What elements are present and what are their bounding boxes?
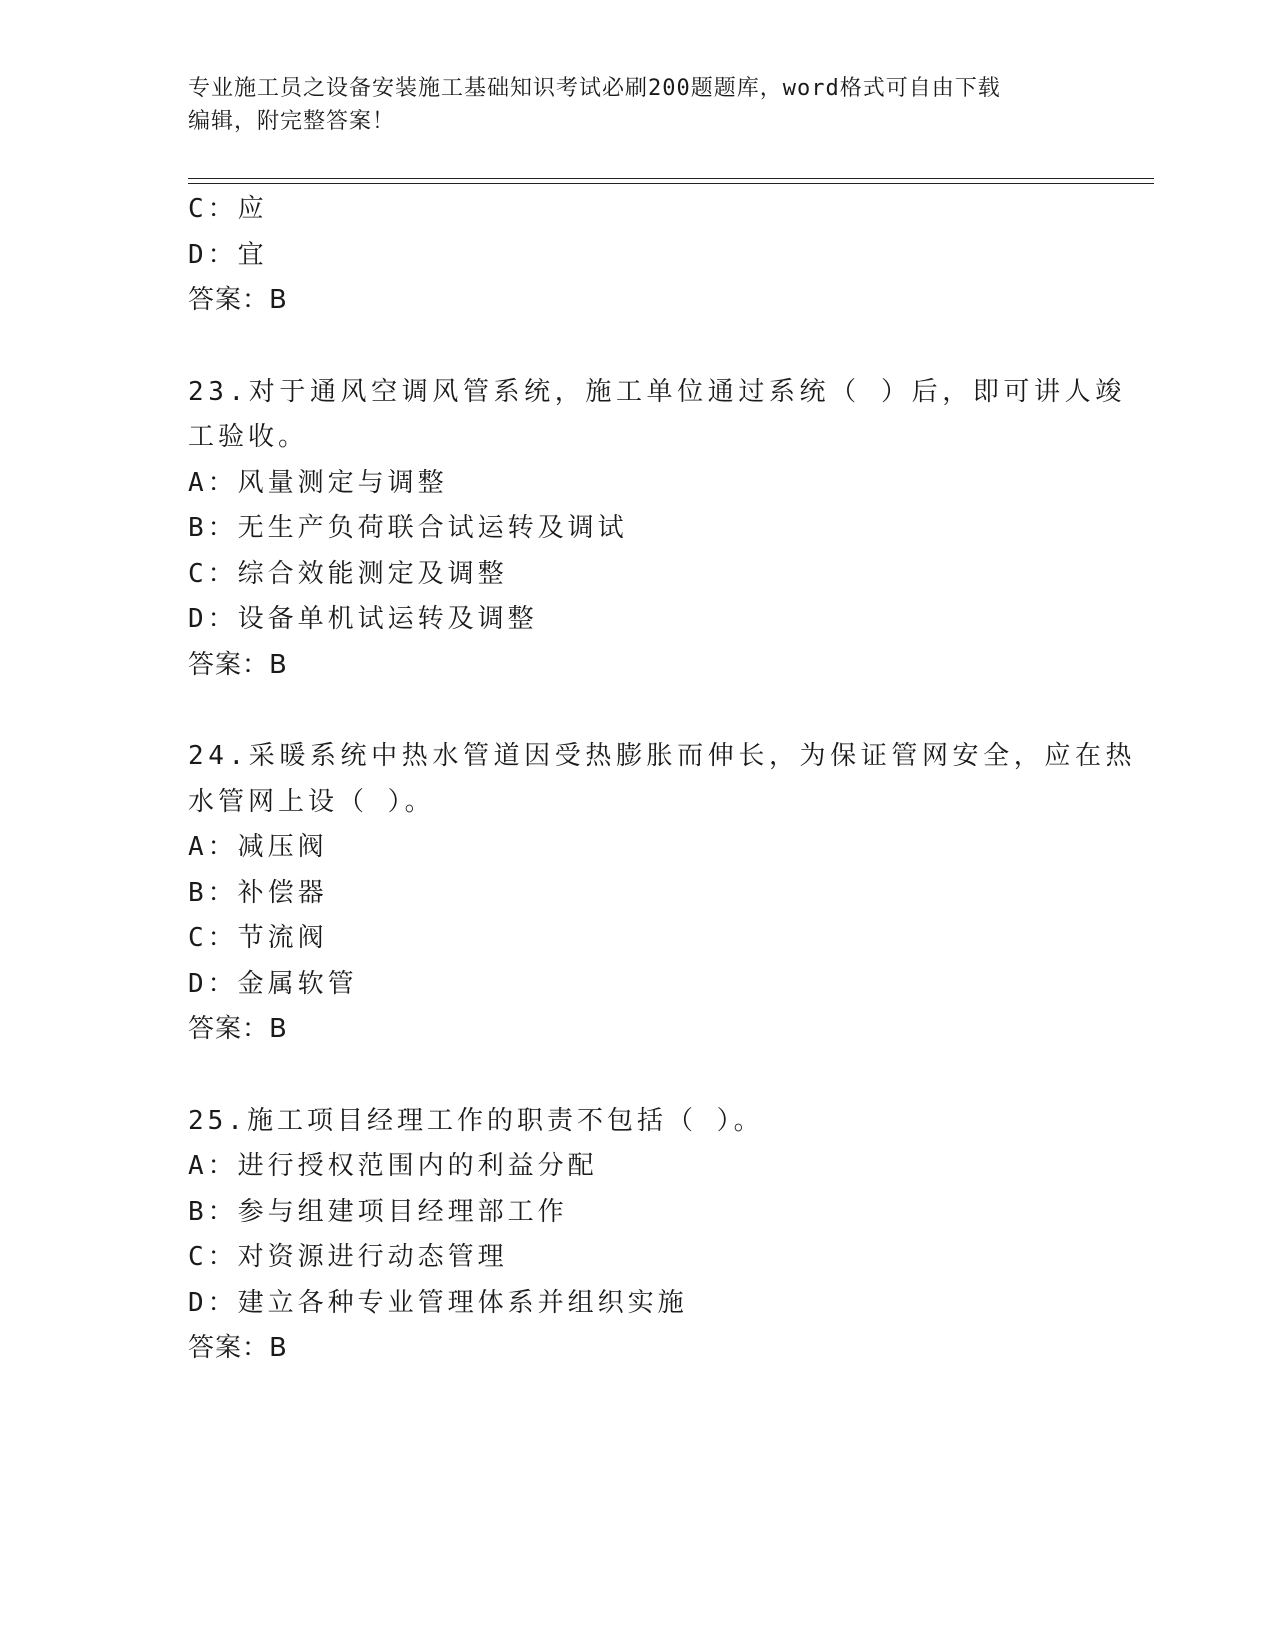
answer: 答案：B (188, 649, 288, 680)
option-b: B：无生产负荷联合试运转及调试 (188, 513, 628, 543)
option-c: C：应 (188, 194, 268, 224)
option-c: C：节流阀 (188, 923, 328, 953)
question-24 (188, 734, 1137, 1053)
answer: 答案：B (188, 1014, 288, 1044)
header-rule-bottom (188, 183, 1154, 184)
question-stem: 25.施工项目经理工作的职责不包括（ ）。 (188, 1105, 764, 1136)
answer: 答案：B (188, 285, 288, 315)
option-c: C：综合效能测定及调整 (188, 558, 508, 589)
option-b: B：补偿器 (188, 877, 328, 908)
question-23 (188, 370, 1126, 689)
question-stem: 24.采暖系统中热水管道因受热膨胀而伸长，为保证管网安全，应在热 (188, 741, 1137, 771)
option-b: B：参与组建项目经理部工作 (188, 1196, 568, 1227)
option-d: D：金属软管 (188, 968, 358, 999)
option-a: A：进行授权范围内的利益分配 (188, 1151, 598, 1181)
question-25 (188, 1099, 1088, 1372)
option-a: A：风量测定与调整 (188, 467, 448, 498)
option-c: C：对资源进行动态管理 (188, 1242, 508, 1272)
question-22-tail (188, 187, 1088, 324)
option-d: D：建立各种专业管理体系并组织实施 (188, 1287, 688, 1318)
option-d: D：宜 (188, 239, 268, 270)
header-rule-top (188, 178, 1154, 179)
page-header (188, 72, 1068, 138)
question-stem-continued: 工验收。 (188, 422, 309, 452)
header-line-1: 专业施工员之设备安装施工基础知识考试必刷200题题库，word格式可自由下载 (188, 76, 1001, 101)
option-d: D：设备单机试运转及调整 (188, 604, 538, 634)
question-stem: 23.对于通风空调风管系统，施工单位通过系统（ ）后，即可讲人竣 (188, 376, 1126, 407)
question-stem-continued: 水管网上设（ ）。 (188, 786, 435, 817)
option-a: A：减压阀 (188, 832, 328, 862)
header-line-2: 编辑，附完整答案！ (188, 109, 396, 134)
answer: 答案：B (188, 1333, 288, 1363)
question-list (188, 187, 1137, 1372)
